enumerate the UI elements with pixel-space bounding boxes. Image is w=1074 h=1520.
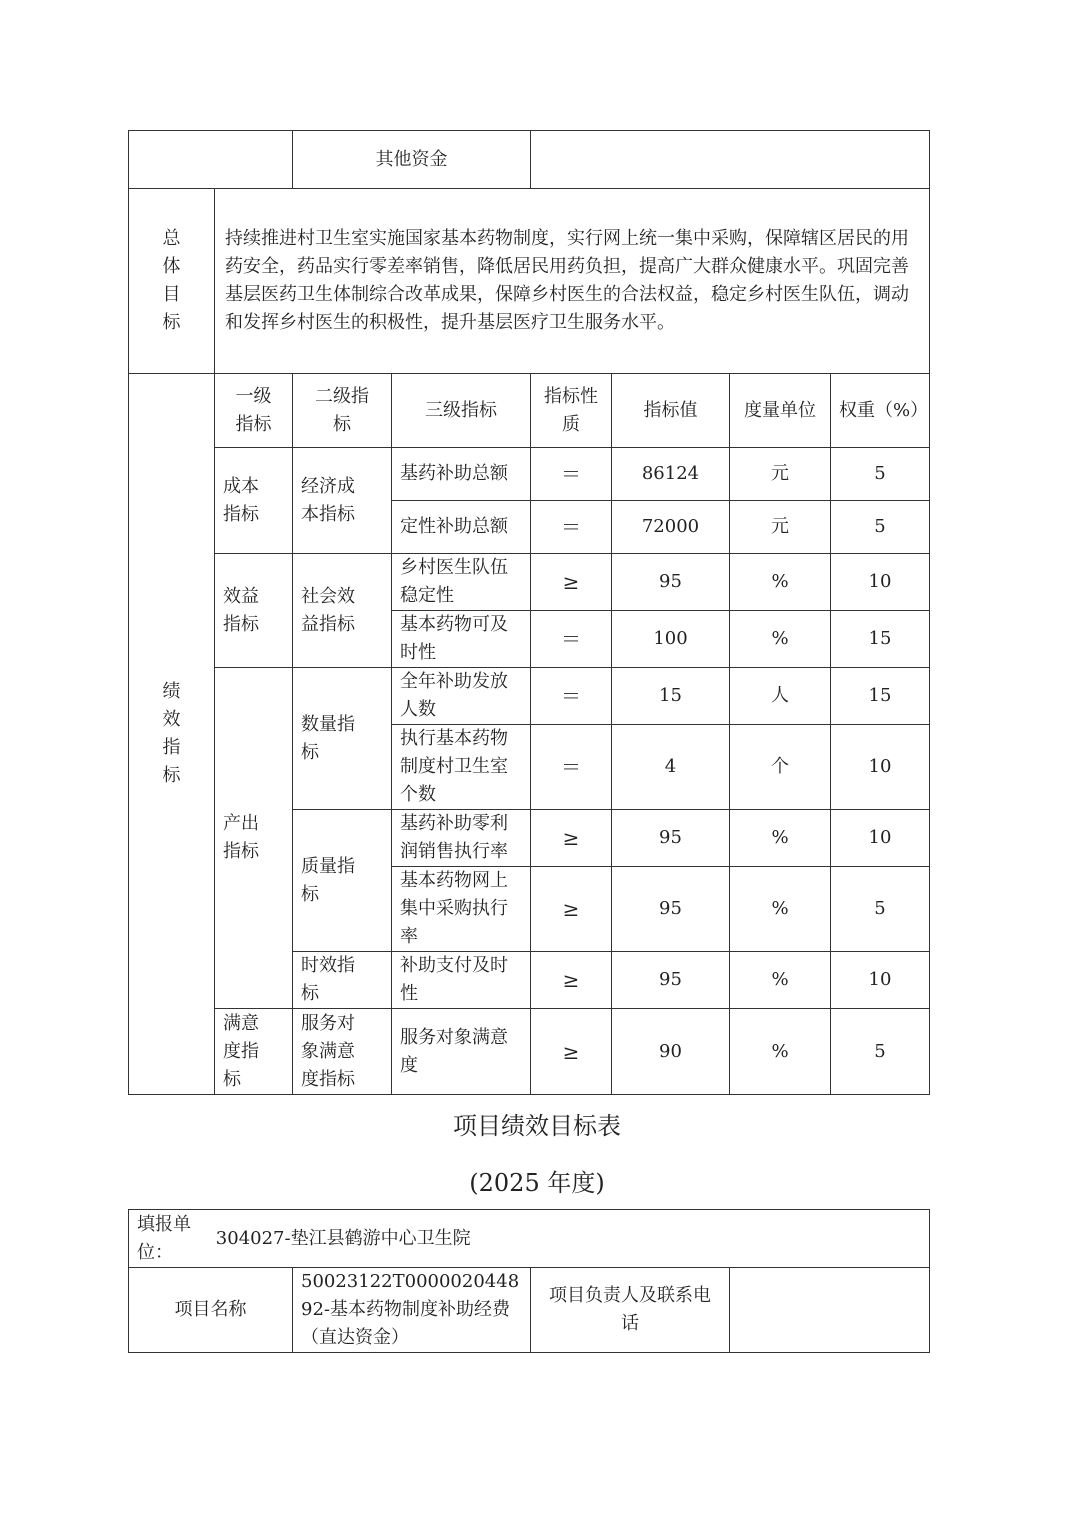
indicator-op: ＝ — [531, 501, 612, 554]
indicator-name: 定性补助总额 — [392, 501, 531, 554]
indicator-unit: % — [730, 554, 831, 611]
indicator-weight: 10 — [831, 810, 930, 867]
indicator-unit: 元 — [730, 501, 831, 554]
indicator-name: 基药补助零利润销售执行率 — [392, 810, 531, 867]
overall-goal-text: 持续推进村卫生室实施国家基本药物制度，实行网上统一集中采购，保障辖区居民的用药安全，药品实行零差率销售，降低居民用药负担，提高广大群众健康水平。巩固完善基层医药卫生体制综合改革成果，保障乡村医生的合法权益，稳定乡村医生队伍，调动和发挥乡村医生的积极性，提升基层医疗卫生服务水平。 — [215, 189, 930, 374]
contact-value — [730, 1268, 930, 1353]
reporting-unit-label: 填报单位： — [137, 1213, 191, 1263]
indicator-unit: % — [730, 611, 831, 668]
indicator-op: ≥ — [531, 952, 612, 1009]
indicator-weight: 15 — [831, 611, 930, 668]
indicator-value: 95 — [612, 867, 730, 952]
indicator-weight: 5 — [831, 448, 930, 501]
indicator-weight: 10 — [831, 952, 930, 1009]
indicator-name: 乡村医生队伍稳定性 — [392, 554, 531, 611]
indicator-name: 基本药物网上集中采购执行率 — [392, 867, 531, 952]
contact-label: 项目负责人及联系电话 — [531, 1268, 730, 1353]
header-level2: 二级指标 — [293, 374, 392, 448]
indicator-value: 95 — [612, 810, 730, 867]
indicator-unit: % — [730, 867, 831, 952]
project-info-table — [128, 1209, 930, 1353]
other-funds-value — [531, 131, 930, 189]
indicator-unit: % — [730, 810, 831, 867]
indicator-op: ＝ — [531, 611, 612, 668]
perf-indicator-label: 绩效指标 — [129, 374, 215, 1095]
indicator-name: 基本药物可及时性 — [392, 611, 531, 668]
indicator-unit: % — [730, 1009, 831, 1095]
indicator-op: ＝ — [531, 668, 612, 725]
indicator-name: 服务对象满意度 — [392, 1009, 531, 1095]
indicator-op: ＝ — [531, 725, 612, 810]
reporting-unit-value: 304027-垫江县鹤游中心卫生院 — [215, 1227, 471, 1249]
indicator-op: ≥ — [531, 554, 612, 611]
subgroup-quantity: 数量指标 — [293, 668, 392, 810]
reporting-unit-row — [129, 1210, 930, 1268]
indicator-weight: 5 — [831, 501, 930, 554]
indicator-unit: % — [730, 952, 831, 1009]
project-name-label: 项目名称 — [129, 1268, 293, 1353]
indicator-op: ≥ — [531, 1009, 612, 1095]
page-subtitle: (2025 年度) — [469, 1169, 605, 1197]
indicator-op: ≥ — [531, 810, 612, 867]
subgroup-quality: 质量指标 — [293, 810, 392, 952]
blank-cell — [129, 131, 293, 189]
header-weight: 权重（%） — [831, 374, 930, 448]
overall-goal-label: 总体目标 — [129, 189, 215, 374]
indicator-name: 全年补助发放人数 — [392, 668, 531, 725]
performance-table — [128, 130, 930, 1095]
indicator-weight: 5 — [831, 1009, 930, 1095]
indicator-weight: 5 — [831, 867, 930, 952]
subgroup-social-benefit: 社会效益指标 — [293, 554, 392, 668]
subgroup-service-satisfaction: 服务对象满意度指标 — [293, 1009, 392, 1095]
group-satisfaction: 满意度指标 — [215, 1009, 293, 1095]
subgroup-economic-cost: 经济成本指标 — [293, 448, 392, 554]
project-name-value: 50023122T000002044892-基本药物制度补助经费（直达资金） — [293, 1268, 531, 1353]
indicator-unit: 元 — [730, 448, 831, 501]
indicator-name: 执行基本药物制度村卫生室个数 — [392, 725, 531, 810]
indicator-weight: 10 — [831, 725, 930, 810]
header-level3: 三级指标 — [392, 374, 531, 448]
indicator-value: 4 — [612, 725, 730, 810]
indicator-value: 15 — [612, 668, 730, 725]
indicator-unit: 个 — [730, 725, 831, 810]
indicator-unit: 人 — [730, 668, 831, 725]
header-nature: 指标性质 — [531, 374, 612, 448]
indicator-op: ≥ — [531, 867, 612, 952]
indicator-weight: 15 — [831, 668, 930, 725]
indicator-value: 90 — [612, 1009, 730, 1095]
indicator-value: 100 — [612, 611, 730, 668]
other-funds-label: 其他资金 — [293, 131, 531, 189]
group-cost: 成本指标 — [215, 448, 293, 554]
page-title: 项目绩效目标表 — [453, 1112, 621, 1140]
group-output: 产出指标 — [215, 668, 293, 1009]
header-level1: 一级指标 — [215, 374, 293, 448]
header-unit: 度量单位 — [730, 374, 831, 448]
indicator-value: 86124 — [612, 448, 730, 501]
group-benefit: 效益指标 — [215, 554, 293, 668]
indicator-value: 95 — [612, 952, 730, 1009]
indicator-value: 95 — [612, 554, 730, 611]
indicator-weight: 10 — [831, 554, 930, 611]
header-value: 指标值 — [612, 374, 730, 448]
indicator-name: 基药补助总额 — [392, 448, 531, 501]
indicator-name: 补助支付及时性 — [392, 952, 531, 1009]
indicator-value: 72000 — [612, 501, 730, 554]
indicator-op: ＝ — [531, 448, 612, 501]
subgroup-timeliness: 时效指标 — [293, 952, 392, 1009]
